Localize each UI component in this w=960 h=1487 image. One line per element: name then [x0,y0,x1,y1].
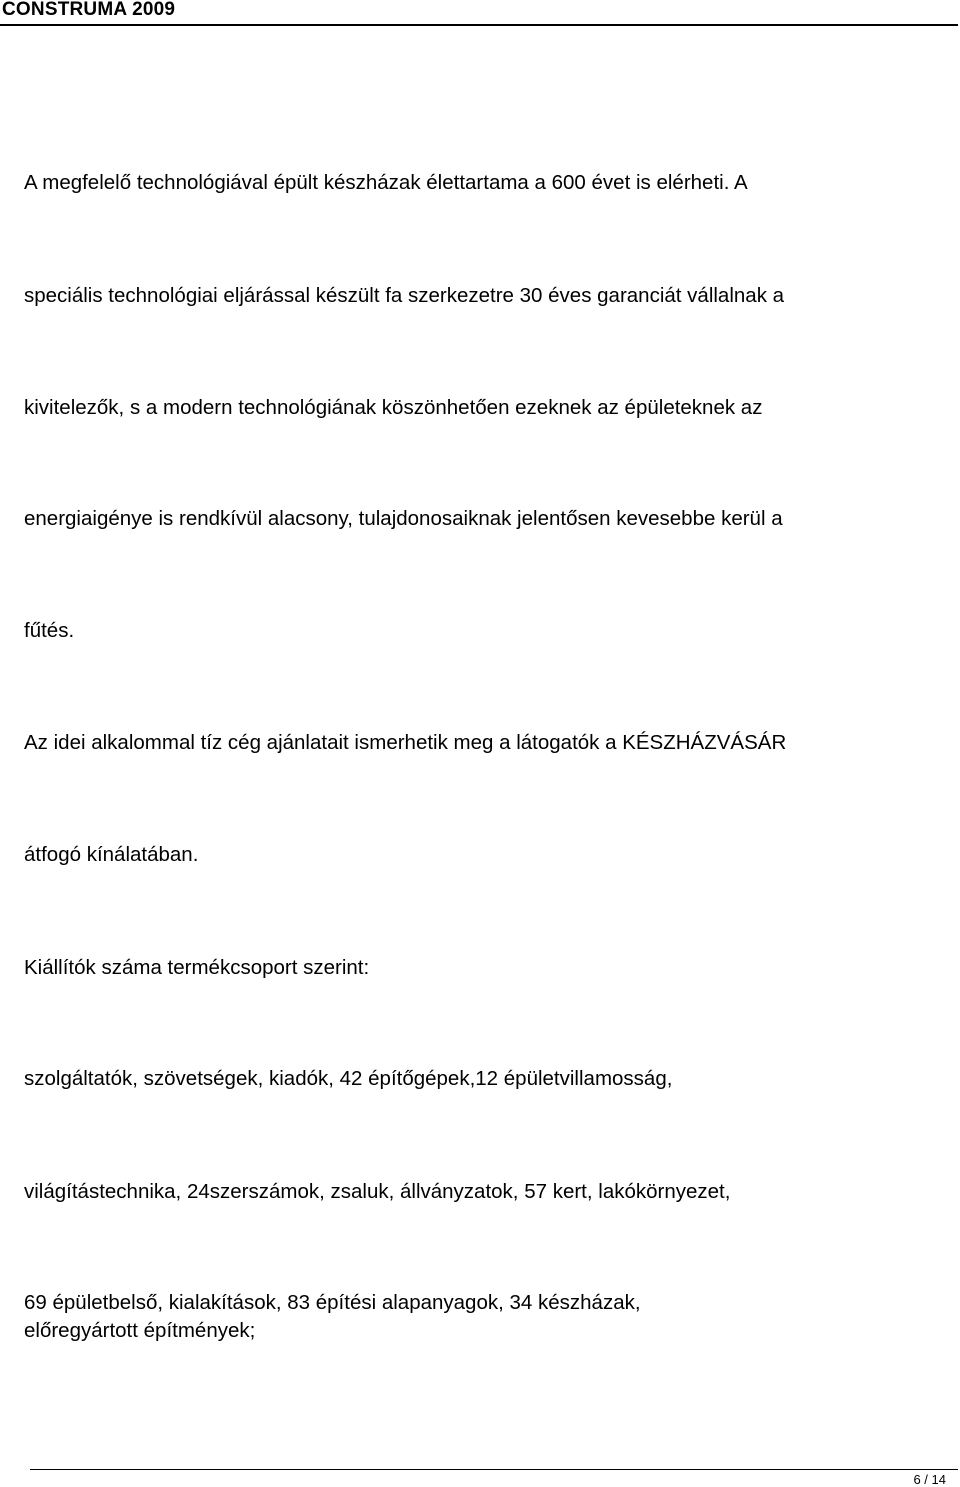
body-line-11: 69 épületbelső, kialakítások, 83 építési alapanyagok, 34 készházak, [24,1291,641,1314]
body-line-8: Kiállítók száma termékcsoport szerint: [24,956,370,979]
body-line-3: kivitelezők, s a modern technológiának köszönhetően ezeknek az épületeknek az [24,396,763,419]
footer-divider [30,1469,958,1470]
body-line-10: világítástechnika, 24szerszámok, zsaluk, állványzatok, 57 kert, lakókörnyezet, [24,1180,731,1203]
page-number: 6 / 14 [913,1472,946,1487]
body-line-1: A megfelelő technológiával épült készházak élettartama a 600 évet is elérheti. A [24,171,748,194]
page-header [0,0,960,26]
header-title: CONSTRUMA 2009 [2,0,176,20]
body-line-7: átfogó kínálatában. [24,843,199,866]
body-line-6: Az idei alkalommal tíz cég ajánlatait ismerhetik meg a látogatók a KÉSZHÁZVÁSÁR [24,731,787,754]
body-line-2: speciális technológiai eljárással készült fa szerkezetre 30 éves garanciát vállalnak a [24,284,785,307]
header-divider [0,24,958,26]
body-line-5: fűtés. [24,619,75,642]
body-line-4: energiaigénye is rendkívül alacsony, tulajdonosaiknak jelentősen kevesebbe kerül a [24,507,783,530]
body-line-12: előregyártott építmények; [24,1319,256,1342]
body-line-9: szolgáltatók, szövetségek, kiadók, 42 építőgépek,12 épületvillamosság, [24,1067,673,1090]
